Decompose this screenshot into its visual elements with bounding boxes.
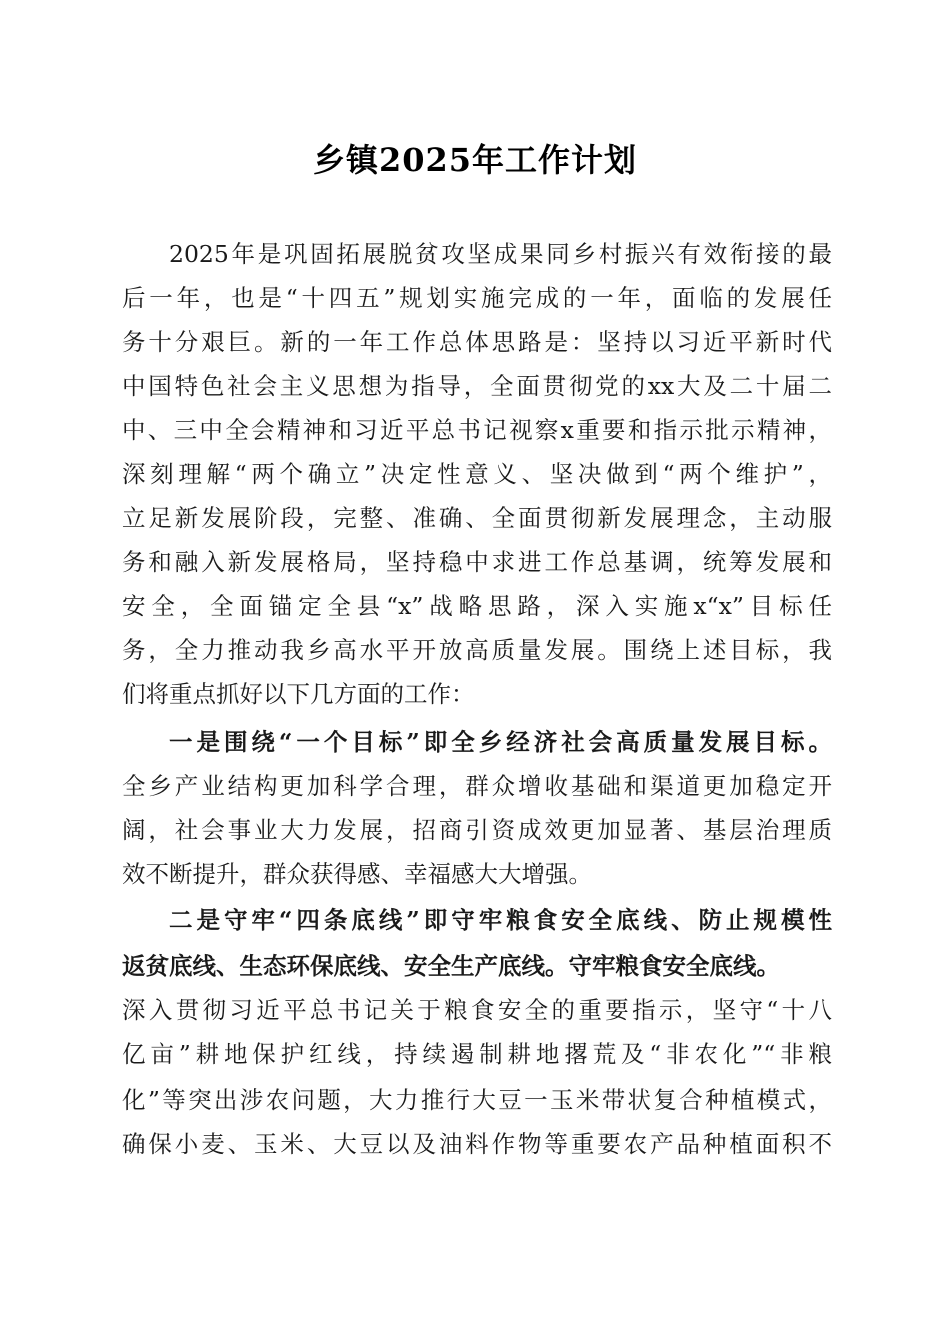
paragraph-1-line-6: 深刻理解“两个确立”决定性意义、坚决做到“两个维护”，: [122, 460, 832, 488]
paragraph-2-line-2: 全乡产业结构更加科学合理，群众增收基础和渠道更加稳定开: [122, 772, 832, 800]
paragraph-1-line-7: 立足新发展阶段，完整、准确、全面贯彻新发展理念，主动服: [122, 504, 832, 532]
paragraph-1-line-3: 务十分艰巨。新的一年工作总体思路是：坚持以习近平新时代: [122, 328, 832, 356]
paragraph-1-line-8: 务和融入新发展格局，坚持稳中求进工作总基调，统筹发展和: [122, 548, 832, 576]
paragraph-2-heading-line: 一是围绕“一个目标”即全乡经济社会高质量发展目标。: [169, 728, 832, 756]
paragraph-1-line-5: 中、三中全会精神和习近平总书记视察x重要和指示批示精神，: [122, 416, 832, 444]
paragraph-3-heading-line-1: 二是守牢“四条底线”即守牢粮食安全底线、防止规模性: [169, 906, 832, 934]
paragraph-1-line-9: 安全，全面锚定全县“x”战略思路，深入实施x“x”目标任: [122, 592, 832, 620]
paragraph-3-heading-line-2: [122, 944, 780, 988]
paragraph-1-line-1: 2025年是巩固拓展脱贫攻坚成果同乡村振兴有效衔接的最: [169, 240, 832, 268]
paragraph-3-heading-tail: 返贫底线、生态环保底线、安全生产底线。: [122, 952, 569, 980]
paragraph-3-line-3: 深入贯彻习近平总书记关于粮食安全的重要指示，坚守“十八: [122, 996, 832, 1024]
paragraph-2-line-3: 阔，社会事业大力发展，招商引资成效更加显著、基层治理质: [122, 816, 832, 844]
paragraph-2-line-4: 效不断提升，群众获得感、幸福感大大增强。: [122, 860, 592, 888]
paragraph-1-line-4: 中国特色社会主义思想为指导，全面贯彻党的xx大及二十届二: [122, 372, 832, 400]
document-title: 乡镇2025年工作计划: [312, 141, 638, 179]
paragraph-1-line-10: 务，全力推动我乡高水平开放高质量发展。围绕上述目标，我: [122, 636, 832, 664]
paragraph-3-line-5: 化”等突出涉农问题，大力推行大豆一玉米带状复合种植模式，: [122, 1086, 832, 1114]
paragraph-1-line-11: 们将重点抓好以下几方面的工作：: [122, 680, 475, 708]
paragraph-3-subheading: 守牢粮食安全底线。: [568, 952, 780, 980]
paragraph-3-line-4: 亿亩”耕地保护红线，持续遏制耕地撂荒及“非农化”“非粮: [122, 1040, 832, 1068]
paragraph-1-line-2: 后一年，也是“十四五”规划实施完成的一年，面临的发展任: [122, 284, 832, 312]
paragraph-3-line-6: 确保小麦、玉米、大豆以及油料作物等重要农产品种植面积不: [122, 1130, 832, 1158]
